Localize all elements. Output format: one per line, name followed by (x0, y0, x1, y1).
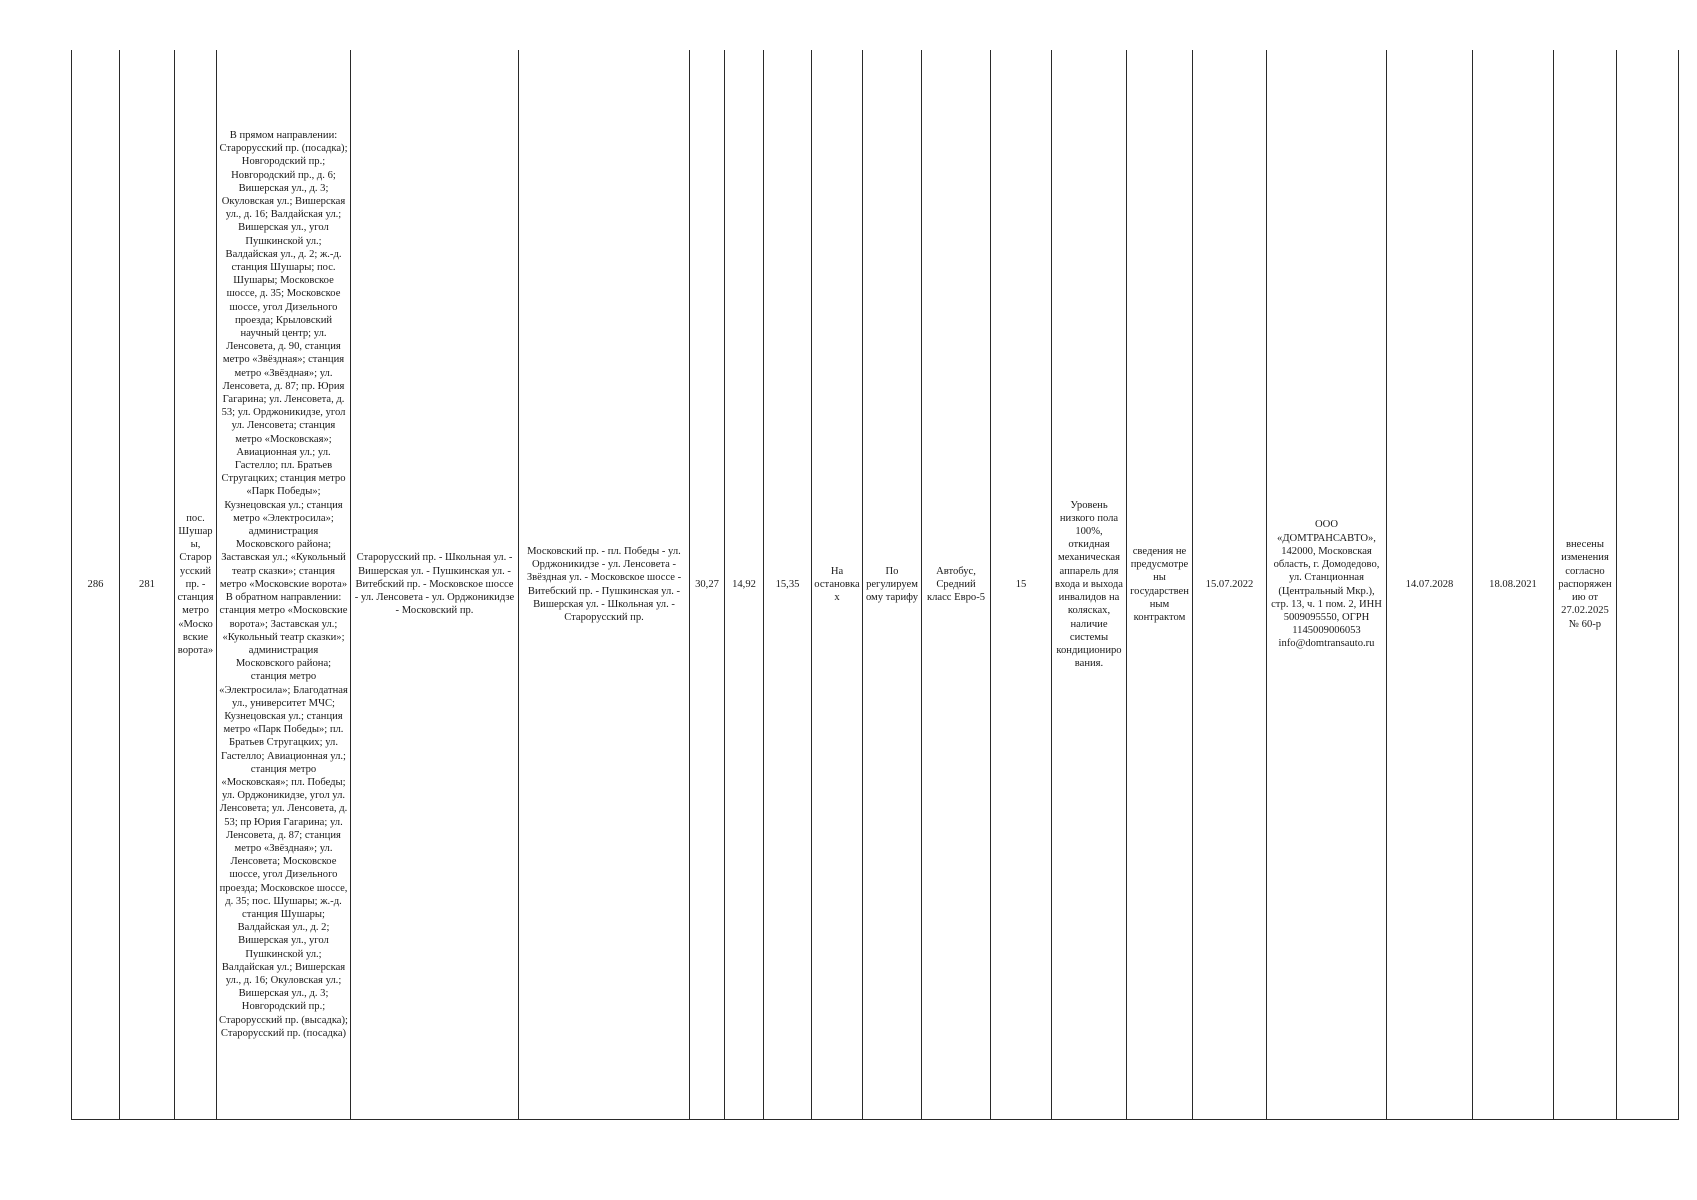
streets-backward-cell: Московский пр. - пл. Победы - ул. Орджоникидзе - ул. Ленсовета - Звёздная ул. - Московское шоссе - Витебский пр. - Пушкинская ул. - Вишерская ул. - Школьная ул. - Старорусский пр. (519, 50, 690, 1120)
end-date-cell: 14.07.2028 (1387, 50, 1473, 1120)
notes-cell: внесены изменения согласно распоряжению от 27.02.2025 № 60-р (1554, 50, 1617, 1120)
start-date-cell: 15.07.2022 (1193, 50, 1267, 1120)
vehicle-cell: Автобус, Средний класс Евро-5 (922, 50, 991, 1120)
contract-info-cell: сведения не предусмотрены государственным контрактом (1127, 50, 1193, 1120)
streets-forward-cell: Старорусский пр. - Школьная ул. - Вишерская ул. - Пушкинская ул. - Витебский пр. - Московское шоссе - ул. Ленсовета - ул. Орджоникидзе - Московский пр. (351, 50, 519, 1120)
registry-table (71, 50, 1679, 1120)
registration-date-cell: 18.08.2021 (1473, 50, 1554, 1120)
empty-cell (1617, 50, 1679, 1120)
table-row (72, 50, 1679, 1120)
vehicle-characteristics-cell: Уровень низкого пола 100%, откидная механическая аппарель для входа и выхода инвалидов на колясках, наличие системы кондиционирования. (1052, 50, 1127, 1120)
fare-type-cell: По регулируемому тарифу (863, 50, 922, 1120)
registry-number-cell: 286 (72, 50, 120, 1120)
length-forward-cell: 30,27 (690, 50, 725, 1120)
registry-table-container (71, 50, 1678, 1120)
boarding-procedure-cell: На остановках (812, 50, 863, 1120)
carrier-cell: ООО «ДОМТРАНСАВТО», 142000, Московская область, г. Домодедово, ул. Станционная (Центральный Мкр.), стр. 13, ч. 1 пом. 2, ИНН 5009095550, ОГРН 1145009006053 info@domtransauto.ru (1267, 50, 1387, 1120)
route-name-cell: пос. Шушары, Старорусский пр. - станция метро «Московские ворота» (175, 50, 217, 1120)
intermediate-stops-cell: В прямом направлении: Старорусский пр. (посадка); Новгородский пр.; Новгородский пр., д. 6; Вишерская ул., д. 3; Окуловская ул.; Вишерская ул., д. 16; Валдайская ул.; Вишерская ул., угол Пушкинской ул.; Валдайская ул., д. 2; ж.-д. станция Шушары; пос. Шушары; Московское шоссе, д. 35; Московское шоссе, угол Дизельного проезда; Крыловский научный центр; ул. Ленсовета, д. 90, станция метро «Звёздная»; станция метро «Звёздная»; ул. Ленсовета, д. 87; пр. Юрия Гагарина; ул. Ленсовета, д. 53; ул. Орджоникидзе, угол ул. Ленсовета; станция метро «Московская»; Авиационная ул.; ул. Гастелло; пл. Братьев Стругацких; станция метро «Парк Победы»; Кузнецовская ул.; станция метро «Электросила»; администрация Московского района; Заставская ул.; «Кукольный театр сказки»; станция метро «Московские ворота» В обратном направлении: станция метро «Московские ворота»; Заставская ул.; «Кукольный театр сказки»; администрация Московского района; станция метро «Электросила»; Благодатная ул., университет МЧС; Кузнецовская ул.; станция метро «Парк Победы»; пл. Братьев Стругацких; ул. Гастелло; Авиационная ул.; станция метро «Московская»; пл. Победы; ул. Орджоникидзе, угол ул. Ленсовета; ул. Ленсовета, д. 53; пр Юрия Гагарина; ул. Ленсовета, д. 87; станция метро «Звёздная»; ул. Ленсовета; Московское шоссе, угол Дизельного проезда; Московское шоссе, д. 35; пос. Шушары; ж.-д. станция Шушары; Валдайская ул., д. 2; Вишерская ул., угол Пушкинской ул.; Валдайская ул.; Вишерская ул., д. 16; Окуловская ул.; Вишерская ул., д. 3; Новгородский пр.; Старорусский пр. (высадка); Старорусский пр. (посадка) (217, 50, 351, 1120)
vehicle-count-cell: 15 (991, 50, 1052, 1120)
length-backward-cell: 14,92 (725, 50, 764, 1120)
value-col-3-cell: 15,35 (764, 50, 812, 1120)
route-number-cell: 281 (120, 50, 175, 1120)
